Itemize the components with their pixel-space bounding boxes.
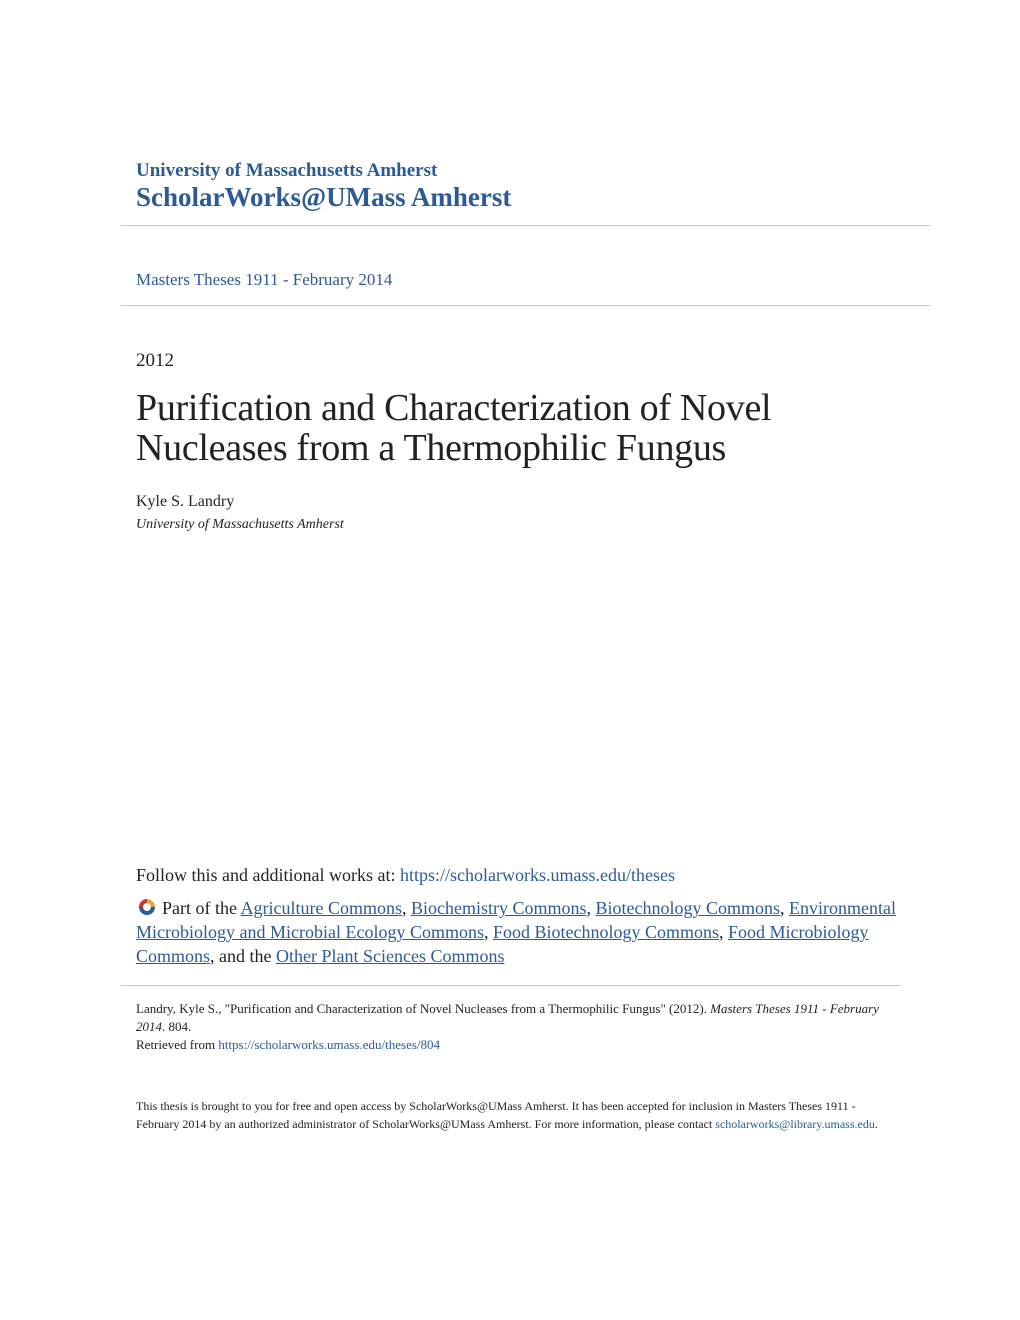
part-of-prefix: Part of the bbox=[162, 898, 237, 918]
header-divider bbox=[121, 305, 931, 306]
follow-line bbox=[136, 865, 675, 886]
access-notice bbox=[136, 1097, 896, 1133]
series-link[interactable]: Masters Theses 1911 - February 2014 bbox=[136, 270, 393, 289]
biotechnology-commons-link[interactable]: Biotechnology Commons bbox=[595, 898, 780, 918]
agriculture-commons-link[interactable]: Agriculture Commons bbox=[240, 898, 402, 918]
network-logo-icon bbox=[136, 897, 158, 917]
author-affiliation: University of Massachusetts Amherst bbox=[136, 517, 344, 532]
follow-label: Follow this and additional works at: bbox=[136, 865, 396, 885]
food-biotechnology-commons-link[interactable]: Food Biotechnology Commons bbox=[492, 922, 719, 942]
title-line-2: Nucleases from a Thermophilic Fungus bbox=[136, 427, 727, 469]
food-microbiology-commons-link[interactable]: Food Microbiology Commons bbox=[136, 922, 869, 966]
and-the-text: , and the bbox=[210, 946, 272, 966]
institution-name: University of Massachusetts Amherst bbox=[136, 160, 438, 181]
notice-text: This thesis is brought to you for free and open access by ScholarWorks@UMass Amherst. It has been accepted for inclusion in Masters Theses 1911 - February 2014 by an authorized administrator of ScholarWorks@UMass Amherst. For more information, please contact bbox=[136, 1099, 856, 1131]
citation-divider bbox=[121, 985, 901, 986]
part-of-commons: Part of the Agriculture Commons, Biochemistry Commons, Biotechnology Commons, Environmental Microbiology and Microbial Ecology Commons, Food Biotechnology Commons, Food Microbiology Commons, and the Other Plant Sciences Commons bbox=[136, 898, 896, 966]
document-title bbox=[136, 388, 916, 468]
environmental-microbiology-commons-link[interactable]: Environmental Microbiology and Microbial Ecology Commons bbox=[136, 898, 896, 942]
other-plant-sciences-commons-link[interactable]: Other Plant Sciences Commons bbox=[276, 946, 505, 966]
notice-end: . bbox=[874, 1117, 878, 1131]
retrieved-url-link[interactable]: https://scholarworks.umass.edu/theses/804 bbox=[218, 1037, 441, 1052]
citation-series: Masters Theses 1911 - February 2014 bbox=[136, 1001, 879, 1034]
citation-block bbox=[136, 1000, 896, 1054]
biochemistry-commons-link[interactable]: Biochemistry Commons bbox=[410, 898, 587, 918]
retrieved-label: Retrieved from bbox=[136, 1037, 216, 1052]
title-line-1: Purification and Characterization of Novel bbox=[136, 387, 772, 429]
citation-number: . 804. bbox=[162, 1019, 192, 1034]
repository-name[interactable]: ScholarWorks@UMass Amherst bbox=[136, 182, 512, 212]
contact-email-link[interactable]: scholarworks@library.umass.edu bbox=[715, 1117, 875, 1131]
theses-url-link[interactable]: https://scholarworks.umass.edu/theses bbox=[399, 865, 675, 885]
top-divider bbox=[121, 225, 931, 226]
publication-year: 2012 bbox=[136, 350, 174, 371]
author-name: Kyle S. Landry bbox=[136, 493, 235, 510]
citation-text: Landry, Kyle S., "Purification and Characterization of Novel Nucleases from a Thermophilic Fungus" (2012). bbox=[136, 1001, 707, 1016]
